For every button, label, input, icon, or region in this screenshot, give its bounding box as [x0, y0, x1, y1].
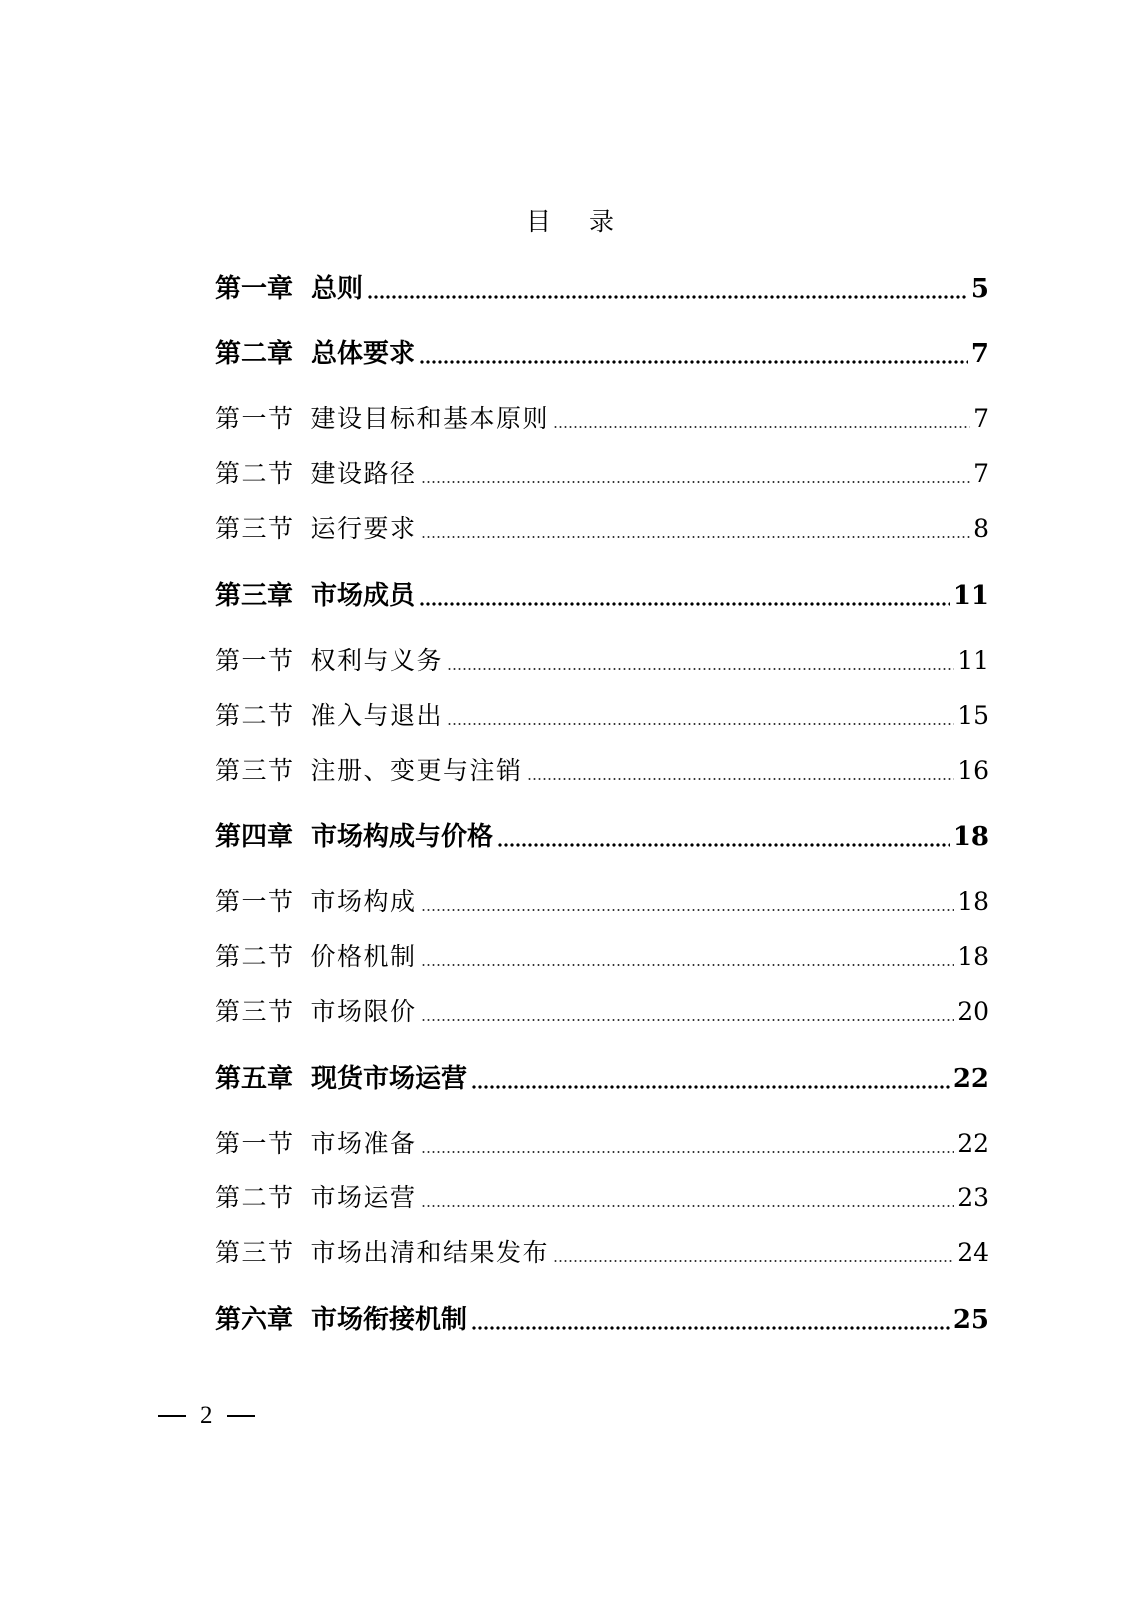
entry-title: 准入与退出 — [310, 701, 444, 730]
dot-leader — [367, 295, 968, 299]
toc-entry-section[interactable] — [215, 1124, 989, 1160]
dot-leader — [419, 602, 950, 606]
entry-page-number: 7 — [973, 459, 989, 488]
entry-number: 第二节 — [215, 1183, 295, 1212]
entry-number: 第四章 — [215, 822, 294, 852]
entry-number: 第三节 — [215, 997, 295, 1026]
entry-page-number: 22 — [957, 1129, 989, 1158]
dot-leader — [447, 667, 954, 671]
toc-entry-section[interactable] — [215, 1178, 989, 1214]
entry-number: 第五章 — [215, 1064, 294, 1094]
entry-title: 市场构成 — [310, 887, 417, 916]
dot-leader — [421, 1018, 955, 1022]
dot-leader — [419, 360, 968, 364]
toc-entry-section[interactable] — [215, 696, 989, 732]
page-footer — [158, 1402, 255, 1430]
dot-leader — [421, 908, 955, 912]
entry-page-number: 18 — [957, 887, 989, 916]
dot-leader — [447, 722, 954, 726]
toc-entry-chapter-6[interactable] — [215, 1299, 989, 1336]
entry-page-number: 11 — [952, 581, 989, 611]
entry-page-number: 16 — [957, 756, 989, 785]
entry-page-number: 7 — [973, 404, 989, 433]
entry-number: 第二节 — [215, 701, 295, 730]
entry-number: 第六章 — [215, 1305, 294, 1335]
toc-entry-section[interactable] — [215, 1233, 989, 1269]
entry-page-number: 22 — [952, 1064, 989, 1094]
toc-entry-section[interactable] — [215, 399, 989, 435]
entry-number: 第二节 — [215, 459, 295, 488]
entry-page-number: 18 — [957, 942, 989, 971]
entry-title: 总体要求 — [311, 339, 416, 369]
dot-leader — [421, 1204, 955, 1208]
entry-page-number: 8 — [973, 514, 989, 543]
entry-title: 市场构成与价格 — [311, 822, 494, 852]
entry-page-number: 15 — [957, 701, 989, 730]
entry-number: 第一章 — [215, 274, 294, 304]
entry-number: 第一节 — [215, 404, 295, 433]
toc-entry-section[interactable] — [215, 509, 989, 545]
entry-page-number: 20 — [957, 997, 989, 1026]
entry-number: 第三节 — [215, 514, 295, 543]
entry-page-number: 24 — [957, 1238, 989, 1267]
entry-number: 第二节 — [215, 942, 295, 971]
dot-leader — [553, 1259, 954, 1263]
entry-number: 第三章 — [215, 581, 294, 611]
entry-title: 市场运营 — [310, 1183, 417, 1212]
entry-title: 总则 — [311, 274, 364, 304]
entry-number: 第一节 — [215, 1129, 295, 1158]
toc-heading-left: 目 — [525, 207, 551, 236]
entry-number: 第一节 — [215, 887, 295, 916]
dot-leader — [421, 480, 971, 484]
dot-leader — [421, 1150, 955, 1154]
toc-entry-section[interactable] — [215, 454, 989, 490]
entry-number: 第三节 — [215, 756, 295, 785]
entry-number: 第三节 — [215, 1238, 295, 1267]
entry-page-number: 11 — [957, 646, 989, 675]
toc-entry-chapter-5[interactable] — [215, 1058, 989, 1095]
toc-entry-section[interactable] — [215, 882, 989, 918]
toc-entry-section[interactable] — [215, 751, 989, 787]
dot-leader — [497, 843, 950, 847]
entry-title: 建设目标和基本原则 — [310, 404, 550, 433]
toc-entry-section[interactable] — [215, 641, 989, 677]
entry-title: 建设路径 — [310, 459, 417, 488]
entry-page-number: 5 — [970, 274, 989, 304]
entry-title: 市场成员 — [311, 581, 416, 611]
toc-heading — [0, 202, 1140, 238]
dot-leader — [471, 1326, 950, 1330]
entry-title: 价格机制 — [310, 942, 417, 971]
dot-leader — [527, 777, 955, 781]
footer-page-number: 2 — [200, 1402, 213, 1429]
toc-entry-chapter-3[interactable] — [215, 575, 989, 612]
entry-page-number: 7 — [970, 339, 989, 369]
toc-entry-section[interactable] — [215, 937, 989, 973]
entry-title: 注册、变更与注销 — [310, 756, 523, 785]
footer-dash-left — [158, 1415, 186, 1417]
toc-entry-chapter-1[interactable] — [215, 268, 989, 305]
entry-number: 第一节 — [215, 646, 295, 675]
toc-entry-section[interactable] — [215, 992, 989, 1028]
entry-title: 市场出清和结果发布 — [310, 1238, 550, 1267]
toc-entry-chapter-4[interactable] — [215, 816, 989, 853]
entry-page-number: 18 — [952, 822, 989, 852]
entry-number: 第二章 — [215, 339, 294, 369]
dot-leader — [421, 535, 971, 539]
entry-title: 市场限价 — [310, 997, 417, 1026]
entry-title: 市场准备 — [310, 1129, 417, 1158]
toc-heading-right: 录 — [589, 207, 615, 236]
dot-leader — [553, 425, 970, 429]
entry-page-number: 23 — [957, 1183, 989, 1212]
footer-dash-right — [227, 1415, 255, 1417]
entry-title: 市场衔接机制 — [311, 1305, 468, 1335]
dot-leader — [471, 1085, 950, 1089]
entry-page-number: 25 — [952, 1305, 989, 1335]
entry-title: 运行要求 — [310, 514, 417, 543]
entry-title: 现货市场运营 — [311, 1064, 468, 1094]
entry-title: 权利与义务 — [310, 646, 444, 675]
toc-entry-chapter-2[interactable] — [215, 333, 989, 370]
dot-leader — [421, 963, 955, 967]
